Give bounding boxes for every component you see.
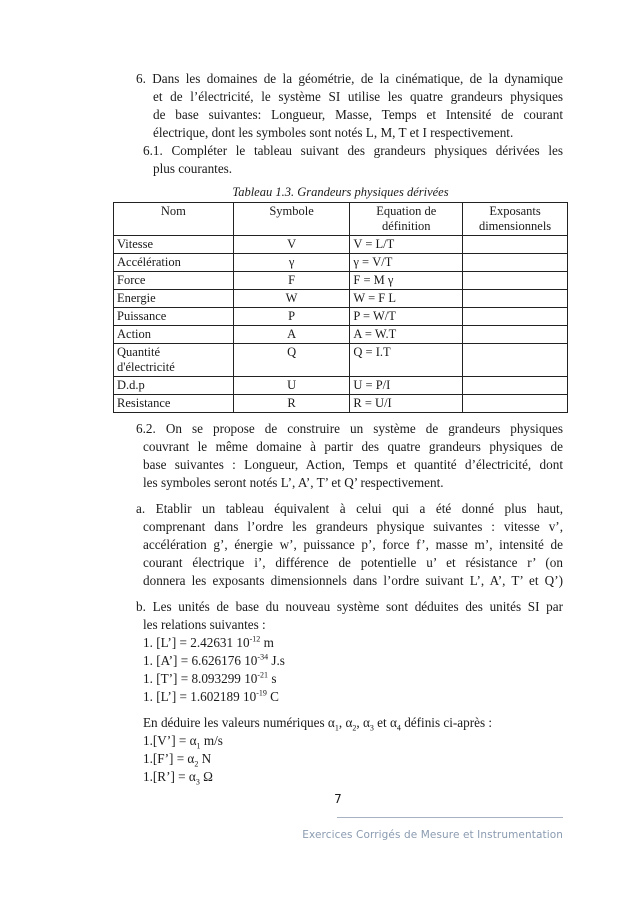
page-number: 7	[334, 792, 342, 806]
relation-prefix: 1. [T’] = 8.093299 10	[143, 671, 258, 686]
header-equation-line-1: Equation de	[376, 204, 437, 218]
deduce-text: et α	[373, 715, 397, 730]
cell-exposants	[463, 254, 568, 272]
q6-line-3: de base suivantes: Longueur, Masse, Temps et Intensité de courant	[153, 107, 563, 122]
deduce-text: définis ci-après :	[400, 715, 493, 730]
cell-equation: V = L/T	[350, 236, 463, 254]
table-row	[114, 326, 568, 344]
header-equation-line-2: définition	[381, 219, 431, 233]
relation-unit: s	[268, 671, 277, 686]
cell-equation: γ = V/T	[350, 254, 463, 272]
table-row	[114, 395, 568, 413]
table-row	[114, 308, 568, 326]
def-subscript: 3	[195, 777, 200, 787]
alpha-def-2	[143, 750, 443, 768]
cell-nom: Force	[114, 272, 234, 290]
cell-nom: Action	[114, 326, 234, 344]
cell-symbole: γ	[233, 254, 350, 272]
table-header-row	[114, 203, 568, 236]
q62-line-1: 6.2. On se propose de construire un système de grandeurs physiques	[136, 421, 563, 436]
q6-line-4: électrique, dont les symboles sont notés L, M, T et I respectivement.	[153, 125, 514, 140]
relation-exponent: -21	[257, 670, 269, 680]
header-exposants-line-1: Exposants	[489, 204, 541, 218]
alpha-subscript: 2	[352, 723, 357, 733]
cell-symbole: V	[233, 236, 350, 254]
q61-line-1: 6.1. Compléter le tableau suivant des grandeurs physiques dérivées les	[143, 143, 563, 158]
table-row	[114, 377, 568, 395]
qa-line-5: donnera les exposants dimensionnels dans l’ordre suivant L’, A’, T’ et Q’)	[143, 573, 563, 588]
table-row	[114, 236, 568, 254]
relation-t	[143, 670, 443, 688]
alpha-def-1	[143, 732, 443, 750]
cell-equation: P = W/T	[350, 308, 463, 326]
cell-nom: Vitesse	[114, 236, 234, 254]
cell-equation: Q = I.T	[350, 344, 463, 377]
alpha-def-3	[143, 768, 443, 786]
qa-line-1: a. Etablir un tableau équivalent à celui qui a été donné plus haut,	[136, 501, 563, 516]
cell-exposants	[463, 308, 568, 326]
def-right: m/s	[200, 733, 223, 748]
cell-symbole: Q	[233, 344, 350, 377]
alpha-subscript: 1	[334, 723, 339, 733]
table-row	[114, 254, 568, 272]
header-exposants-line-2: dimensionnels	[478, 219, 552, 233]
cell-symbole: P	[233, 308, 350, 326]
footer-text: Exercices Corrigés de Mesure et Instrumentation	[302, 829, 563, 841]
relation-q	[143, 688, 443, 706]
cell-exposants	[463, 395, 568, 413]
cell-equation: U = P/I	[350, 377, 463, 395]
cell-equation: F = M γ	[350, 272, 463, 290]
cell-symbole: F	[233, 272, 350, 290]
table-caption: Tableau 1.3. Grandeurs physiques dérivées	[232, 185, 449, 199]
def-left: 1.[F’] = α	[143, 751, 195, 766]
cell-symbole: A	[233, 326, 350, 344]
cell-exposants	[463, 377, 568, 395]
q62-line-4: les symboles seront notés L’, A’, T’ et Q’ respectivement.	[143, 475, 444, 490]
alpha-subscript: 3	[369, 723, 374, 733]
table-row	[114, 272, 568, 290]
def-right: Ω	[199, 769, 213, 784]
qa-line-4: courant électrique i’, différence de potentielle u’ et résistance r’ (on	[143, 555, 563, 570]
q61-line-2: plus courantes.	[153, 161, 233, 176]
relation-exponent: -12	[249, 634, 261, 644]
relation-prefix: 1. [L’] = 1.602189 10	[143, 689, 257, 704]
header-exposants	[463, 203, 568, 236]
deduce-text: , α	[356, 715, 370, 730]
deduce-line	[143, 714, 563, 732]
alpha-subscript: 4	[396, 723, 401, 733]
cell-nom: Energie	[114, 290, 234, 308]
cell-exposants	[463, 344, 568, 377]
cell-exposants	[463, 290, 568, 308]
relation-exponent: -34	[257, 652, 269, 662]
def-right: N	[198, 751, 212, 766]
def-left: 1.[R’] = α	[143, 769, 196, 784]
def-left: 1.[V’] = α	[143, 733, 197, 748]
q6-line-2: et de l’électricité, le système SI utilise les quatre grandeurs physiques	[153, 89, 563, 104]
relation-unit: J.s	[268, 653, 285, 668]
cell-symbole: W	[233, 290, 350, 308]
cell-nom: Puissance	[114, 308, 234, 326]
relation-prefix: 1. [L’] = 2.42631 10	[143, 635, 250, 650]
def-subscript: 2	[194, 759, 199, 769]
cell-symbole: R	[233, 395, 350, 413]
cell-equation: A = W.T	[350, 326, 463, 344]
relation-unit: C	[266, 689, 279, 704]
cell-nom-line-1: Quantité	[117, 345, 161, 359]
qa-line-2: comprenant dans l’ordre les grandeurs physique suivantes : vitesse v’,	[143, 519, 563, 534]
qa-line-3: accélération g’, énergie w’, puissance p’, force f’, masse m’, intensité de	[143, 537, 563, 552]
deduce-text: En déduire les valeurs numériques α	[143, 715, 335, 730]
q62-line-3: base suivantes : Longueur, Action, Temps et quantité d’électricité, dont	[143, 457, 563, 472]
relation-a	[143, 652, 443, 670]
cell-equation: W = F L	[350, 290, 463, 308]
table-row	[114, 290, 568, 308]
q62-line-2: couvrant le même domaine à partir des quatre grandeurs physiques de	[143, 439, 563, 454]
header-equation	[350, 203, 463, 236]
cell-nom: Resistance	[114, 395, 234, 413]
cell-nom-line-2: d'électricité	[117, 360, 175, 374]
table-row	[114, 344, 568, 377]
deduce-text: , α	[338, 715, 353, 730]
def-subscript: 1	[196, 741, 201, 751]
cell-symbole: U	[233, 377, 350, 395]
cell-exposants	[463, 272, 568, 290]
header-symbole: Symbole	[233, 203, 350, 236]
relation-l	[143, 634, 443, 652]
cell-exposants	[463, 326, 568, 344]
cell-equation: R = U/I	[350, 395, 463, 413]
qb-line-2: les relations suivantes :	[143, 617, 266, 632]
cell-nom	[114, 344, 234, 377]
cell-exposants	[463, 236, 568, 254]
footer-rule	[337, 817, 563, 818]
relation-prefix: 1. [A’] = 6.626176 10	[143, 653, 258, 668]
header-nom: Nom	[114, 203, 234, 236]
cell-nom: D.d.p	[114, 377, 234, 395]
relation-exponent: -19	[256, 688, 267, 698]
cell-nom: Accélération	[114, 254, 234, 272]
derived-quantities-table	[113, 202, 568, 413]
relation-unit: m	[260, 635, 274, 650]
q6-line-1: 6. Dans les domaines de la géométrie, de la cinématique, de la dynamique	[136, 71, 563, 86]
qb-line-1: b. Les unités de base du nouveau système sont déduites des unités SI par	[136, 599, 563, 614]
